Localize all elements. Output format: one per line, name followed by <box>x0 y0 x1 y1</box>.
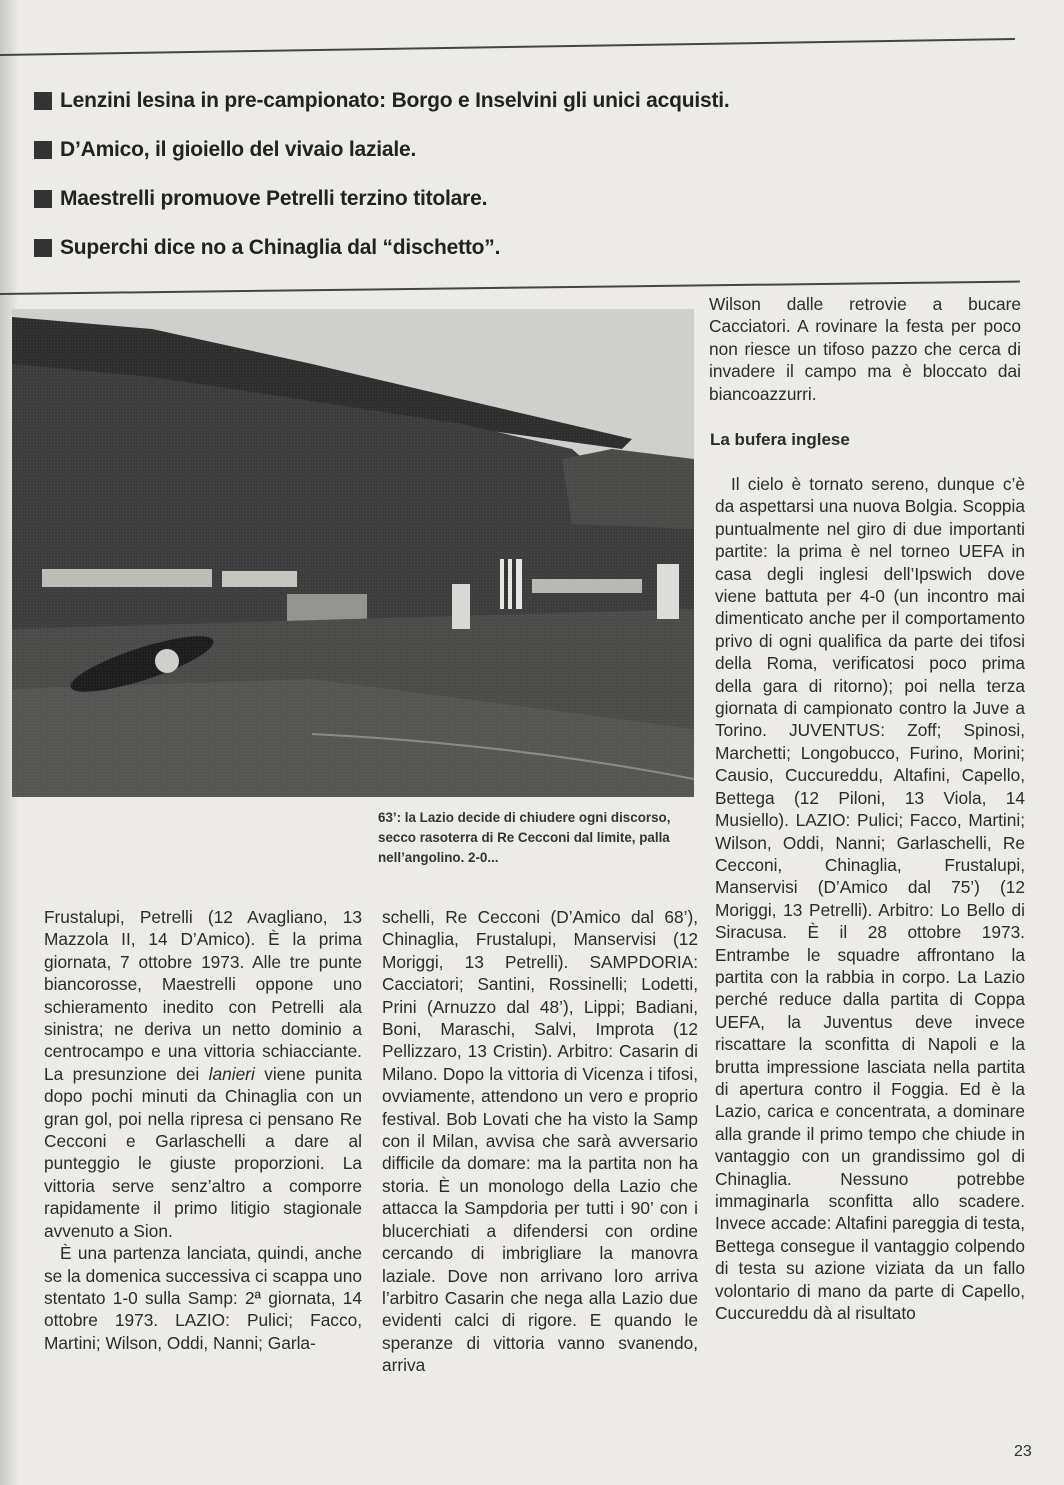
square-bullet-icon <box>34 190 52 208</box>
match-photo <box>12 309 694 797</box>
article-paragraph: È una partenza lanciata, quindi, anche se la domenica successiva ci scappa uno stentato 1-0 sulla Samp: 2ª giornata, 14 ottobre 1973. LAZIO: Pulici; Facco, Martini; Wilson, Oddi, Nanni; Garla- <box>44 1243 362 1353</box>
headline-bullet <box>34 174 854 223</box>
article-paragraph: schelli, Re Cecconi (D’Amico dal 68’), Chinaglia, Frustalupi, Manservisi (12 Moriggi, 13 Petrelli). SAMPDORIA: Cacciatori; Santini, Rossinelli; Lodetti, Prini (Arnuzzo dal 48’), Lippi; Badiani, Boni, Maraschi, Salvi, Improta (12 Pellizzaro, 13 Cristin). Arbitro: Casarin di Milano. Dopo la vittoria di Vicenza i tifosi, ovviamente, attendono un vero e proprio festival. Bob Lovati che ha visto la Samp con il Milan, avvisa che sarà avversario difficile da domare: ma la partita non ha storia. È un monologo della Lazio che attacca la Sampdoria per tutti i 90’ con i blucerchiati a difendersi con ordine cercando di imbrigliare la manovra laziale. Dove non arrivano loro arriva l’arbitro Casarin che nega alla Lazio due evidenti calci di rigore. E quando le speranze di vittoria vanno svanendo, arriva <box>382 907 698 1376</box>
headline-text: Maestrelli promuove Petrelli terzino titolare. <box>60 186 488 210</box>
page-number: 23 <box>1014 1443 1032 1460</box>
square-bullet-icon <box>34 239 52 257</box>
article-paragraph: Il cielo è tornato sereno, dunque c’è da aspettarsi una nuova Bolgia. Scoppia puntualmente nel giro di due importanti partite: la prima è nel torneo UEFA in casa degli inglesi dell’Ipswich dove viene battuta per 4-0 (un incontro mai dimenticato anche per il comportamento privo di ogni qualifica da parte dei tifosi della Roma, verificatosi poco prima della gara di ritorno); poi nella terza giornata di campionato contro la Juve a Torino. JUVENTUS: Zoff; Spinosi, Marchetti; Longobucco, Furino, Morini; Causio, Cuccureddu, Altafini, Capello, Bettega (12 Piloni, 13 Viola, 14 Musiello). LAZIO: Pulici; Facco, Martini; Wilson, Oddi, Nanni; Garlaschelli, Re Cecconi, Chinaglia, Frustalupi, Manservisi (D’Amico dal 75’) (12 Moriggi, 13 Petrelli). Arbitro: Lo Bello di Siracusa. È il 28 ottobre 1973. Entrambe le squadre affrontano la partita con la rabbia in corpo. La Lazio perché reduce dalla partita di Coppa UEFA, la Juventus deve invece riscattare la sconfitta di Napoli e la brutta impressione lasciata nella partita di apertura contro il Foggia. Ed è la Lazio, carica e concentrata, a dominare alla grande il primo tempo che chiude in vantaggio con un grandissimo gol di Chinaglia. Nessuno potrebbe immaginarla sconfitta allo scadere. Invece accade: Altafini pareggia di testa, Bettega consegue il vantaggio colpendo di testa su azione viziata da un fallo volontario di mano da parte di Capello, Cuccureddu dà al risultato <box>715 474 1025 1324</box>
article-paragraph: Wilson dalle retrovie a bucare Cacciatori. A rovinare la festa per poco non riesce un tifoso pazzo che cerca di invadere il campo ma è bloccato dai biancoazzurri. <box>709 294 1021 404</box>
headline-bullet <box>34 125 854 174</box>
headline-text: Lenzini lesina in pre-campionato: Borgo e Inselvini gli unici acquisti. <box>60 88 730 112</box>
headline-bullets <box>34 76 854 272</box>
square-bullet-icon <box>34 92 52 110</box>
photo-caption: 63’: la Lazio decide di chiudere ogni discorso, secco rasoterra di Re Cecconi dal limite, palla nell’angolino. 2-0... <box>378 810 671 865</box>
headline-bullet <box>34 76 854 125</box>
headline-text: D’Amico, il gioiello del vivaio laziale. <box>60 137 417 161</box>
italic-term: lanieri <box>208 1063 255 1084</box>
article-paragraph <box>44 906 362 1242</box>
right-column-bottom <box>715 473 1025 1324</box>
right-column-top <box>709 293 1021 405</box>
section-subheading: La bufera inglese <box>710 430 850 449</box>
left-column <box>44 906 362 1354</box>
text-run: Frustalupi, Petrelli (12 Avagliano, 13 Mazzola II, 14 D’Amico). È la prima giornata, 7 ottobre 1973. Alle tre punte biancorosse, Maestrelli oppone uno schieramento inedito con Petrelli ala sinistra; ne deriva un netto dominio a centrocampo e una vittoria schiacciante. La presunzione dei <box>44 907 362 1084</box>
headline-text: Superchi dice no a Chinaglia dal “dischetto”. <box>60 235 501 259</box>
middle-column <box>382 906 698 1377</box>
headline-bullet <box>34 223 854 272</box>
square-bullet-icon <box>34 141 52 159</box>
top-rule <box>0 38 1015 56</box>
text-run: viene punita dopo pochi minuti da Chinaglia con un gran gol, poi nella ripresa ci pensano Re Cecconi e Garlaschelli a dare al punteggio le giuste proporzioni. La vittoria serve senz’altro a comporre rapidamente il primo litigio stagionale avvenuto a Sion. <box>44 1063 362 1241</box>
